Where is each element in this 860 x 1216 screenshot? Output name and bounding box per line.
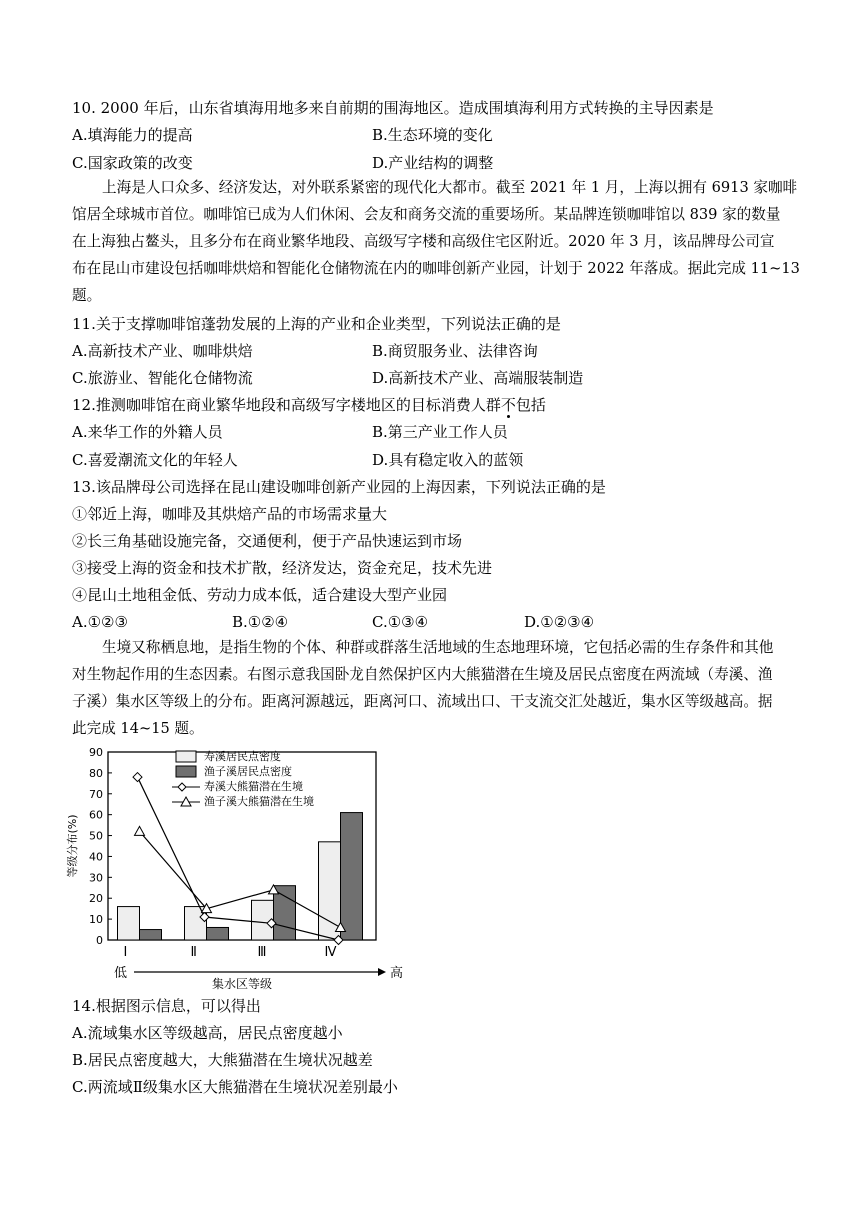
q12-option-a: A.来华工作的外籍人员 <box>72 423 223 441</box>
category-label: Ⅱ <box>190 945 197 960</box>
passage1-line-5: 题。 <box>72 287 102 304</box>
q13-stem: 13.该品牌母公司选择在昆山建设咖啡创新产业园的上海因素，下列说法正确的是 <box>72 478 606 496</box>
q13-item-1: ①邻近上海，咖啡及其烘焙产品的市场需求量大 <box>72 505 388 523</box>
q11-option-c: C.旅游业、智能化仓储物流 <box>72 369 253 387</box>
y-tick-label: 50 <box>89 829 103 843</box>
q14-option-a: A.流域集水区等级越高，居民点密度越小 <box>72 1024 343 1042</box>
q13-item-3: ③接受上海的资金和技术扩散，经济发达，资金充足，技术先进 <box>72 559 493 577</box>
q11-option-b: B.商贸服务业、法律咨询 <box>372 342 538 360</box>
emphasis-dot-word: 不 <box>500 396 516 414</box>
y-tick-label: 40 <box>89 850 103 864</box>
passage2-line-4: 此完成 14~15 题。 <box>72 720 204 737</box>
q12-option-c: C.喜爱潮流文化的年轻人 <box>72 451 238 469</box>
legend-label: 寿溪大熊猫潜在生境 <box>204 780 303 793</box>
q10-stem: 10. 2000 年后，山东省填海用地多来自前期的围海地区。造成围填海利用方式转换的主导因素是 <box>72 99 714 117</box>
x-low-label: 低 <box>114 966 128 981</box>
series-line-triangle <box>140 831 341 927</box>
diamond-marker <box>133 773 142 782</box>
bar-yuzixi <box>207 927 229 940</box>
q12-option-b: B.第三产业工作人员 <box>372 423 508 441</box>
passage2-line-1: 生境又称栖息地，是指生物的个体、种群或群落生活地域的生态地理环境，它包括必需的生存条件和其他 <box>102 639 774 656</box>
y-tick-label: 70 <box>89 787 103 801</box>
legend-label: 渔子溪大熊猫潜在生境 <box>204 795 314 808</box>
y-tick-label: 0 <box>96 934 103 947</box>
passage1-line-1: 上海是人口众多、经济发达，对外联系紧密的现代化大都市。截至 2021 年 1 月，上海以拥有 6913 家咖啡 <box>102 179 798 196</box>
q12-option-d: D.具有稳定收入的蓝领 <box>372 451 524 469</box>
y-tick-label: 90 <box>89 746 103 759</box>
legend-swatch <box>176 766 196 777</box>
habitat-density-chart <box>56 740 404 991</box>
x-high-label: 高 <box>390 966 404 981</box>
q11-stem: 11.关于支撑咖啡馆蓬勃发展的上海的产业和企业类型，下列说法正确的是 <box>72 315 561 333</box>
bar-yuzixi <box>140 930 162 940</box>
bar-yuzixi <box>341 813 363 940</box>
y-tick-label: 10 <box>89 913 103 927</box>
passage2-line-2: 对生物起作用的生态因素。右图示意我国卧龙自然保护区内大熊猫潜在生境及居民点密度在两流域（寿溪、渔 <box>72 666 773 683</box>
q13-option-a: A.①②③ <box>72 613 128 631</box>
q14-option-b: B.居民点密度越大，大熊猫潜在生境状况越差 <box>72 1051 373 1069</box>
q13-option-b: B.①②④ <box>232 613 289 631</box>
q14-stem: 14.根据图示信息，可以得出 <box>72 997 261 1015</box>
passage1-line-3: 在上海独占鳌头，且多分布在商业繁华地段、高级写字楼和高级住宅区附近。2020 年 3 月，该品牌母公司宣 <box>72 233 775 250</box>
y-tick-label: 20 <box>89 892 103 906</box>
arrow-head-icon <box>378 968 386 976</box>
q13-item-2: ②长三角基础设施完备，交通便利，便于产品快速运到市场 <box>72 532 463 550</box>
q10-option-a: A.填海能力的提高 <box>72 126 193 144</box>
q10-option-d: D.产业结构的调整 <box>372 154 494 172</box>
q13-option-c: C.①③④ <box>372 613 429 631</box>
passage2-line-3: 子溪）集水区等级上的分布。距离河源越远，距离河口、流域出口、干支流交汇处越近，集水区等级越高。据 <box>72 693 773 710</box>
y-tick-label: 30 <box>89 871 103 885</box>
category-label: Ⅳ <box>324 945 337 960</box>
q14-option-c: C.两流域Ⅱ级集水区大熊猫潜在生境状况差别最小 <box>72 1078 398 1096</box>
passage1-line-4: 布在昆山市建设包括咖啡烘焙和智能化仓储物流在内的咖啡创新产业园，计划于 2022 年落成。据此完成 11~13 <box>72 260 800 277</box>
category-label: Ⅰ <box>123 945 128 960</box>
category-label: Ⅲ <box>257 945 267 960</box>
legend-swatch <box>176 751 196 762</box>
x-axis-label: 集水区等级 <box>211 977 273 991</box>
q11-option-d: D.高新技术产业、高端服装制造 <box>372 369 584 387</box>
q13-option-d: D.①②③④ <box>524 613 595 631</box>
y-tick-label: 60 <box>89 808 103 822</box>
q10-option-b: B.生态环境的变化 <box>372 126 493 144</box>
passage1-line-2: 馆居全球城市首位。咖啡馆已成为人们休闲、会友和商务交流的重要场所。某品牌连锁咖啡馆以 839 家的数量 <box>72 206 781 223</box>
bar-shouxi <box>118 907 140 940</box>
y-axis-label: 等级分布(%) <box>66 814 79 878</box>
triangle-marker <box>135 826 145 835</box>
legend-label: 寿溪居民点密度 <box>204 750 281 763</box>
q10-option-c: C.国家政策的改变 <box>72 154 193 172</box>
q13-item-4: ④昆山土地租金低、劳动力成本低，适合建设大型产业园 <box>72 586 448 604</box>
q12-stem: 12.推测咖啡馆在商业繁华地段和高级写字楼地区的目标消费人群不包括 <box>72 396 546 414</box>
legend-diamond-icon <box>178 783 186 791</box>
q11-option-a: A.高新技术产业、咖啡烘焙 <box>72 342 253 360</box>
y-tick-label: 80 <box>89 766 103 780</box>
legend-label: 渔子溪居民点密度 <box>204 765 292 778</box>
